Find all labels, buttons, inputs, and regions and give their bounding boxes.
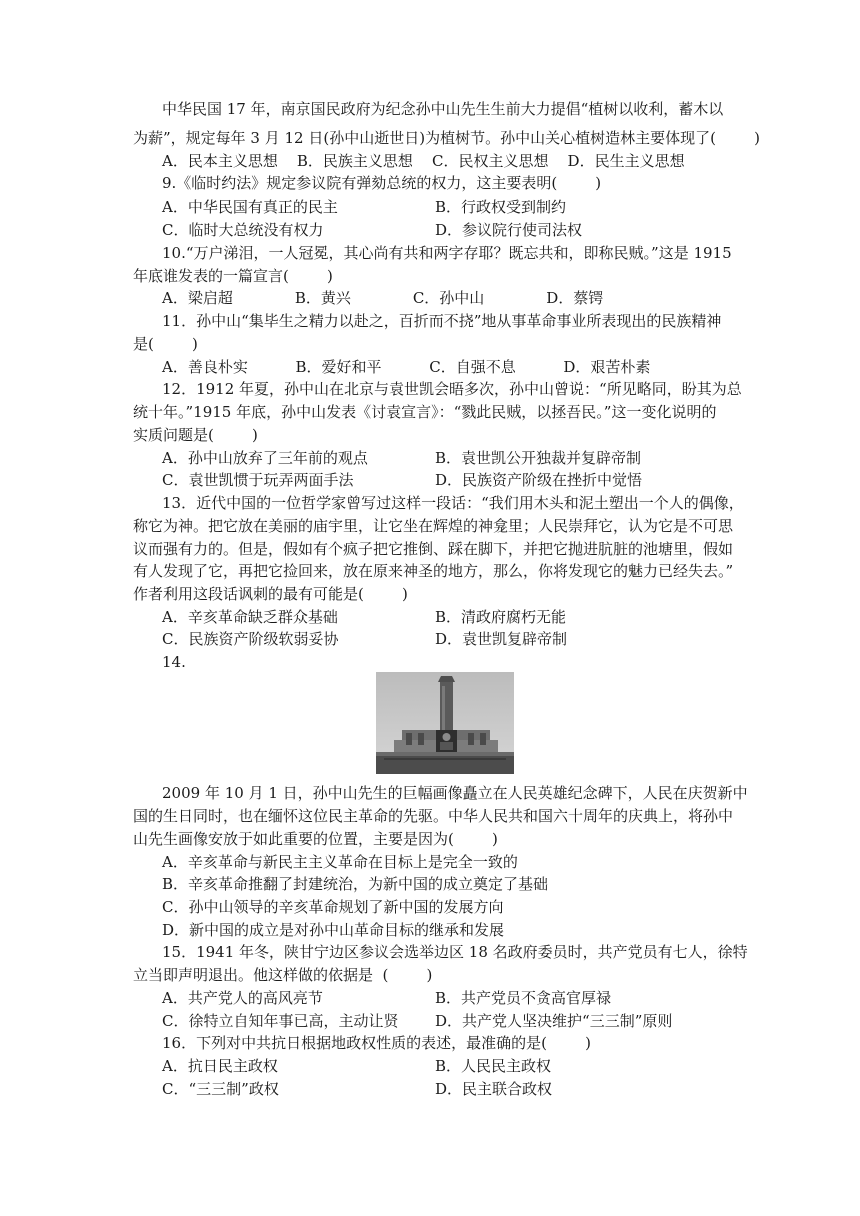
q10-stem-line-2: 年底谁发表的一篇宣言( )	[133, 267, 333, 285]
q14-stem-line-1: 2009 年 10 月 1 日，孙中山先生的巨幅画像矗立在人民英雄纪念碑下，人民在庆贺新中	[162, 784, 748, 802]
q11-stem-line-1: 11．孙中山“集毕生之精力以赴之，百折而不挠”地从事革命事业所表现出的民族精神	[162, 312, 722, 330]
q9-option-c: C．临时大总统没有权力	[162, 221, 324, 239]
q14-option-b: B．辛亥革命推翻了封建统治，为新中国的成立奠定了基础	[162, 875, 549, 893]
q14-number: 14.	[162, 653, 186, 671]
q12-stem-line-3: 实质问题是( )	[133, 426, 258, 444]
q9-stem: 9.《临时约法》规定参议院有弹劾总统的权力，这主要表明( )	[162, 174, 602, 192]
q12-option-d: D．民族资产阶级在挫折中觉悟	[435, 471, 643, 489]
q14-option-d: D．新中国的成立是对孙中山革命目标的继承和发展	[162, 921, 505, 939]
q16-option-b: B．人民民主政权	[435, 1057, 552, 1075]
q13-stem-line-3: 议而强有力的。但是，假如有个疯子把它推倒、踩在脚下，并把它抛进肮脏的池塘里，假如	[133, 540, 734, 558]
q12-option-b: B．袁世凯公开独裁并复辟帝制	[435, 449, 642, 467]
q15-option-c: C．徐特立自知年事已高，主动让贤	[162, 1012, 399, 1030]
q10-stem-line-1: 10.“万户涕泪，一人冠冕，其心尚有共和两字存耶？既忘共和，即称民贼。”这是 1915	[162, 244, 732, 262]
q13-option-c: C．民族资产阶级软弱妥协	[162, 630, 339, 648]
q8-stem-line-2: 为薪”，规定每年 3 月 12 日(孙中山逝世日)为植树节。孙中山关心植树造林主要体现了( )	[133, 129, 760, 147]
q8-stem-line-1: 中华民国 17 年，南京国民政府为纪念孙中山先生生前大力提倡“植树以收利，蓄木以	[162, 100, 724, 118]
q9-option-d: D．参议院行使司法权	[435, 221, 583, 239]
q16-option-c: C．“三三制”政权	[162, 1080, 279, 1098]
q12-option-c: C．袁世凯惯于玩弄两面手法	[162, 471, 354, 489]
q10-options: A．梁启超 B．黄兴 C．孙中山 D．蔡锷	[162, 289, 604, 307]
monument-photo	[376, 672, 514, 774]
q11-options: A．善良朴实 B．爱好和平 C．自强不息 D．艰苦朴素	[162, 358, 651, 376]
q16-option-d: D．民主联合政权	[435, 1080, 553, 1098]
q15-option-a: A．共产党人的高风亮节	[162, 989, 323, 1007]
q13-stem-line-5: 作者利用这段话讽刺的最有可能是( )	[133, 585, 408, 603]
q13-option-b: B．清政府腐朽无能	[435, 608, 567, 626]
q13-stem-line-4: 有人发现了它，再把它捡回来，放在原来神圣的地方，那么，你将发现它的魅力已经失去。”	[133, 562, 734, 580]
q13-stem-line-1: 13．近代中国的一位哲学家曾写过这样一段话：“我们用木头和泥土塑出一个人的偶像，	[162, 494, 744, 512]
q15-stem-line-1: 15．1941 年冬，陕甘宁边区参议会选举边区 18 名政府委员时，共产党员有七人，徐特	[162, 943, 748, 961]
q16-option-a: A．抗日民主政权	[162, 1057, 278, 1075]
q15-option-b: B．共产党员不贪高官厚禄	[435, 989, 612, 1007]
q16-stem: 16．下列对中共抗日根据地政权性质的表述，最准确的是( )	[162, 1034, 591, 1052]
q13-stem-line-2: 称它为神。把它放在美丽的庙宇里，让它坐在辉煌的神龛里；人民崇拜它，认为它是不可思	[133, 517, 734, 535]
q14-stem-line-2: 国的生日同时，也在缅怀这位民主革命的先驱。中华人民共和国六十周年的庆典上，将孙中	[133, 807, 734, 825]
q12-stem-line-2: 统十年。”1915 年底，孙中山发表《讨袁宣言》：“戮此民贼，以拯吾民。”这一变化说明的	[133, 403, 717, 421]
q13-option-d: D．袁世凯复辟帝制	[435, 630, 568, 648]
q14-stem-line-3: 山先生画像安放于如此重要的位置，主要是因为( )	[133, 830, 498, 848]
q15-option-d: D．共产党人坚决维护“三三制”原则	[435, 1012, 673, 1030]
q9-option-a: A．中华民国有真正的民主	[162, 198, 338, 216]
q8-options: A．民本主义思想 B．民族主义思想 C．民权主义思想 D．民生主义思想	[162, 152, 685, 170]
q14-option-a: A．辛亥革命与新民主主义革命在目标上是完全一致的	[162, 853, 518, 871]
q11-stem-line-2: 是( )	[133, 335, 198, 353]
q14-option-c: C．孙中山领导的辛亥革命规划了新中国的发展方向	[162, 898, 504, 916]
q12-option-a: A．孙中山放弃了三年前的观点	[162, 449, 368, 467]
q15-stem-line-2: 立当即声明退出。他这样做的依据是 ( )	[133, 966, 433, 984]
q9-option-b: B．行政权受到制约	[435, 198, 567, 216]
q12-stem-line-1: 12．1912 年夏，孙中山在北京与袁世凯会晤多次，孙中山曾说：“所见略同，盼其为总	[162, 380, 742, 398]
q13-option-a: A．辛亥革命缺乏群众基础	[162, 608, 338, 626]
